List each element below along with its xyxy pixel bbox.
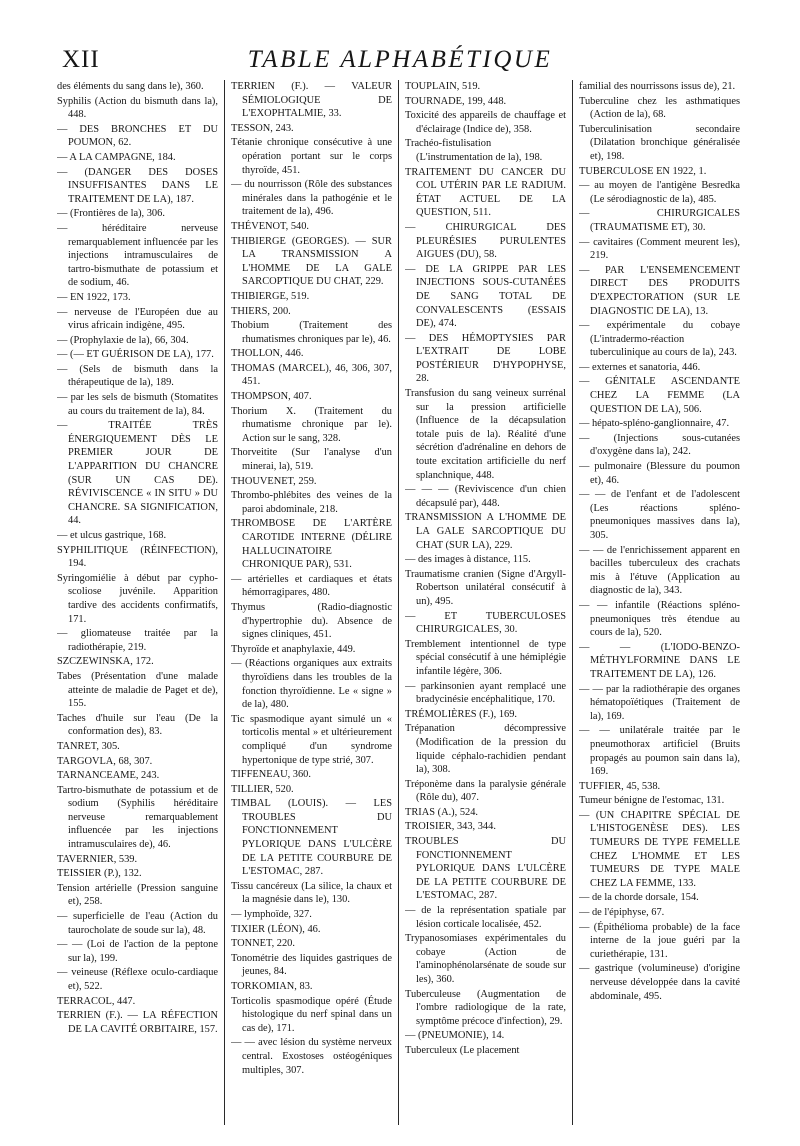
index-entry: — — (Loi de l'action de la peptone sur la), 199. (57, 939, 218, 964)
index-entry: TEISSIER (P.), 132. (57, 868, 142, 880)
index-entry: TARGOVLA, 68, 307. (57, 755, 153, 767)
index-entry: TUFFIER, 45, 538. (579, 780, 661, 792)
index-entry: TERRACOL, 447. (57, 995, 136, 1007)
index-entry: — du nourrisson (Rôle des substances minérales dans la pathogénie et le traitement de la), 496. (231, 179, 392, 218)
index-entry: THIERS, 200. (231, 305, 291, 317)
index-entry: Tréponème dans la paralysie générale (Rôle du), 407. (405, 778, 566, 804)
index-entry: Taches d'huile sur l'eau (De la conformation des), 83. (57, 712, 218, 738)
index-entry: — — unilatérale traitée par le pneumothorax artificiel (Bruits propagés au poumon sain dans la), 169. (579, 725, 740, 778)
index-column (57, 80, 218, 1125)
index-entry: — artérielles et cardiaques et états hémorragipares, 480. (231, 573, 392, 599)
index-entry: TROUBLES DU FONCTIONNEMENT PYLORIQUE DANS L'ULCÈRE DE LA PETITE COURBURE DE L'ESTOMAC, 287. (405, 836, 566, 902)
index-entry: — — (L'IODO-BENZO-MÉTHYLFORMINE DANS LE TRAITEMENT DE LA), 126. (579, 641, 740, 680)
index-entry: Tic spasmodique ayant simulé un « torticolis mental » et ultérieurement compliqué d'un syndrome hypertonique de type strié, 307. (231, 713, 392, 766)
index-entry: Tuberculeuse (Augmentation de l'ombre radiologique de la rate, symptôme précoce d'infection), 29. (405, 988, 566, 1027)
index-entry: TONNET, 220. (231, 938, 295, 950)
index-entry: — — infantile (Réactions spléno-pneumoniques très étendue au cours de la), 520. (579, 599, 740, 639)
index-entry: — lymphoïde, 327. (231, 909, 312, 921)
index-entry: — (UN CHAPITRE SPÉCIAL DE L'HISTOGENÈSE DES). LES TUMEURS DE TYPE FEMELLE CHEZ L'HOMME ET LES TUMEURS DE TYPE MALE CHEZ LA FEMME, 133. (579, 809, 740, 889)
index-entry: — (Sels de bismuth dans la thérapeutique de la), 189. (57, 363, 218, 389)
index-entry: TORKOMIAN, 83. (231, 981, 313, 992)
index-entry: — de la représentation spatiale par lésion corticale localisée, 452. (405, 905, 566, 930)
index-entry: TIFFENEAU, 360. (231, 769, 311, 781)
page-header (40, 36, 760, 76)
index-entry: THIBIERGE, 519. (231, 290, 310, 302)
index-entry: familial des nourrissons issus de), 21. (579, 81, 736, 92)
index-entry: — A LA CAMPAGNE, 184. (57, 151, 176, 163)
index-column (405, 80, 566, 1125)
index-entry: — des images à distance, 115. (405, 554, 531, 566)
index-entry: THOMAS (MARCEL), 46, 306, 307, 451. (231, 362, 392, 388)
index-entry: — (Épithélioma probable) de la face interne de la joue guéri par la curiethérapie, 131. (579, 921, 740, 960)
index-entry: Thymus (Radio-diagnostic d'hypertrophie du). Absence de signes cliniques, 451. (231, 601, 392, 641)
index-entry: — (DANGER DES DOSES INSUFFISANTES DANS LE TRAITEMENT DE LA), 187. (57, 166, 218, 205)
index-entry: Tétanie chronique consécutive à une opération portant sur le corps thyroïde, 451. (231, 137, 392, 176)
index-entry: Tissu cancéreux (La silice, la chaux et la magnésie dans le), 130. (231, 880, 392, 906)
index-entry: — (Injections sous-cutanées d'oxygène dans la), 242. (579, 432, 740, 458)
index-entry: — PAR L'ENSEMENCEMENT DIRECT DES PRODUITS D'EXPECTORATION (SUR LE DIAGNOSTIC DE LA), 13. (579, 264, 740, 317)
index-entry: — TRAITÉE TRÈS ÉNERGIQUEMENT DÈS LE PREMIER JOUR DE L'APPARITION DU CHANCRE (SUR UN CAS DE). RÉVIVISCENCE « IN SITU » DU CHANCRE. SA SIGNIFICATION, 44. (57, 420, 218, 527)
index-entry: TERRIEN (F.). — VALEUR SÉMIOLOGIQUE DE L'EXOPHTALMIE, 33. (231, 81, 392, 120)
index-entry: — DES HÉMOPTYSIES PAR L'EXTRAIT DE LOBE POSTÉRIEUR D'HYPOPHYSE, 28. (405, 332, 566, 385)
index-entry: — pulmonaire (Blessure du poumon et), 46. (579, 461, 740, 486)
index-entry: Trépanation décompressive (Modification de la pression du liquide céphalo-rachidien pendant la), 308. (405, 723, 566, 776)
index-entry: Thrombo-phlébites des veines de la paroi abdominale, 218. (231, 490, 392, 515)
index-entry: TERRIEN (F.). — LA RÉFECTION DE LA CAVITÉ ORBITAIRE, 157. (57, 1010, 218, 1035)
index-entry: Syphilis (Action du bismuth dans la), 448. (57, 95, 218, 121)
index-entry: — — — (Reviviscence d'un chien décapsulé par), 448. (405, 484, 566, 509)
index-entry: TANRET, 305. (57, 740, 120, 752)
index-entry: TAVERNIER, 539. (57, 853, 138, 865)
index-entry: TROISIER, 343, 344. (405, 821, 496, 833)
index-entry: Trachéo-fistulisation (L'instrumentation de la), 198. (405, 138, 543, 163)
index-entry: Tumeur bénigne de l'estomac, 131. (579, 795, 725, 807)
index-entry: Traumatisme cranien (Signe d'Argyll-Robertson unilatéral consécutif à un), 495. (405, 568, 566, 607)
index-entry: — hépato-spléno-ganglionnaire, 47. (579, 418, 730, 430)
index-entry: Tuberculine chez les asthmatiques (Action de la), 68. (579, 95, 740, 121)
index-entry: — gastrique (volumineuse) d'origine nerveuse développée dans la cavité abdominale, 495. (579, 963, 740, 1002)
index-entry: TARNANCEAME, 243. (57, 770, 160, 782)
index-entry: TESSON, 243. (231, 122, 294, 134)
index-entry: Tuberculinisation secondaire (Dilatation bronchique généralisée et), 198. (579, 123, 740, 162)
index-entry: — nerveuse de l'Européen due au virus africain indigène, 495. (57, 306, 218, 332)
index-entry: THROMBOSE DE L'ARTÈRE CAROTIDE INTERNE (DÉLIRE HALLUCINATOIRE CHRONIQUE PAR), 531. (231, 518, 392, 571)
index-entry: Tremblement intentionnel de type spécial consécutif à une hémiplégie infantile légère, 306. (405, 638, 566, 677)
index-entry: TOUPLAIN, 519. (405, 81, 481, 92)
index-columns (57, 80, 751, 1125)
index-entry: Tuberculeux (Le placement (405, 1044, 520, 1056)
index-entry: Thorveitite (Sur l'analyse d'un minerai, la), 519. (231, 447, 392, 473)
index-entry: TRIAS (A.), 524. (405, 806, 479, 818)
index-entry: Toxicité des appareils de chauffage et d'éclairage (Indice de), 358. (405, 110, 566, 135)
index-entry: — gliomateuse traitée par la radiothérapie, 219. (57, 628, 218, 653)
index-entry: Thorium X. (Traitement du rhumatisme chronique par le). Action sur le sang, 328. (231, 405, 392, 444)
index-entry: — CHIRURGICALES (TRAUMATISME ET), 30. (579, 208, 740, 233)
index-entry: — expérimentale du cobaye (L'intradermo-réaction tuberculinique au cours de la), 243. (579, 320, 740, 359)
index-entry: — et ulcus gastrique, 168. (57, 530, 167, 541)
index-entry: THÉVENOT, 540. (231, 220, 310, 232)
index-entry: Thobium (Traitement des rhumatismes chroniques par le), 46. (231, 320, 392, 345)
index-entry: — — de l'enrichissement apparent en bacilles tuberculeux des crachats mis à l'étuve (Application au diagnostic de la), 343. (579, 544, 740, 597)
index-entry: TUBERCULOSE EN 1922, 1. (579, 165, 707, 177)
index-entry: Tonométrie des liquides gastriques de jeunes, 84. (231, 952, 392, 978)
index-entry: Tartro-bismuthate de potassium et de sodium (Syphilis héréditaire nerveuse remarquablement influencée par les injections intramusculaires de), 46. (57, 784, 218, 851)
index-entry: TOURNADE, 199, 448. (405, 95, 507, 107)
index-entry: TIXIER (LÉON), 46. (231, 923, 321, 935)
index-entry: SYPHILITIQUE (RÉINFECTION), 194. (57, 544, 218, 570)
index-entry: — (— ET GUÉRISON DE LA), 177. (57, 349, 214, 361)
index-entry: — cavitaires (Comment meurent les), 219. (579, 236, 740, 262)
index-entry: — par les sels de bismuth (Stomatites au cours du traitement de la), 84. (57, 392, 218, 417)
index-entry: Thyroïde et anaphylaxie, 449. (231, 643, 356, 655)
page-number: XII (62, 46, 100, 73)
index-entry: — DE LA GRIPPE PAR LES INJECTIONS SOUS-CUTANÉES DE SANG TOTAL DE CONVALESCENTS (ESSAIS DE), 474. (405, 263, 566, 330)
index-entry: — DES BRONCHES ET DU POUMON, 62. (57, 123, 218, 149)
index-entry: TIMBAL (LOUIS). — LES TROUBLES DU FONCTIONNEMENT PYLORIQUE DANS L'ULCÈRE DE LA PETITE COURBURE DE L'ESTOMAC, 287. (231, 798, 392, 878)
index-entry: Tension artérielle (Pression sanguine et), 258. (57, 882, 218, 908)
index-entry: — (Prophylaxie de la), 66, 304. (57, 334, 189, 346)
index-entry: Transfusion du sang veineux surrénal sur la pression artificielle (Influence de la décapsulation totale puis de la). Réalité d'une sécrétion d'adrénaline en dehors de toute excitation artificielle du nerf splanchnique, 448. (405, 388, 566, 481)
index-entry: — externes et sanatoria, 446. (579, 361, 701, 373)
index-entry: — (PNEUMONIE), 14. (405, 1030, 505, 1042)
index-entry: — (Réactions organiques aux extraits thyroïdiens dans les troubles de la fonction thyroïdienne. Le « signe » de la), 480. (231, 658, 392, 711)
index-entry: — veineuse (Réflexe oculo-cardiaque et), 522. (57, 967, 218, 992)
index-entry: THOLLON, 446. (231, 348, 304, 360)
index-entry: — au moyen de l'antigène Besredka (Le sérodiagnostic de la), 485. (579, 180, 740, 205)
index-entry: Trypanosomiases expérimentales du cobaye (Action de l'aminophénolarsénate de soude sur les), 360. (405, 933, 566, 985)
index-entry: — superficielle de l'eau (Action du taurocholate de soude sur la), 48. (57, 911, 218, 936)
index-entry: — parkinsonien ayant remplacé une bradycinésie encéphalitique, 170. (405, 680, 566, 706)
index-entry: — — avec lésion du système nerveux central. Exostoses ostéogéniques multiples, 307. (231, 1037, 392, 1076)
index-entry: — (Frontières de la), 306. (57, 208, 165, 220)
index-entry: TRAITEMENT DU CANCER DU COL UTÉRIN PAR LE RADIUM. ÉTAT ACTUEL DE LA QUESTION, 511. (405, 166, 566, 219)
index-entry: — GÉNITALE ASCENDANTE CHEZ LA FEMME (LA QUESTION DE LA), 506. (579, 376, 740, 415)
index-entry: SZCZEWINSKA, 172. (57, 656, 154, 668)
index-entry: TRANSMISSION A L'HOMME DE LA GALE SARCOPTIQUE DU CHAT (SUR LA), 229. (405, 512, 566, 551)
index-entry: — — de l'enfant et de l'adolescent (Les réactions spléno-pneumoniques massives dans la), 305. (579, 489, 740, 541)
index-entry: — CHIRURGICAL DES PLEURÉSIES PURULENTES AIGUES (DU), 58. (405, 221, 566, 261)
index-entry: Torticolis spasmodique opéré (Étude histologique du nerf spinal dans un cas de), 171. (231, 995, 392, 1034)
index-column (231, 80, 392, 1125)
index-entry: — EN 1922, 173. (57, 291, 131, 303)
index-entry: — — par la radiothérapie des organes hématopoïétiques (Traitement de la), 169. (579, 683, 740, 722)
index-entry: des éléments du sang dans le), 360. (57, 81, 204, 92)
index-entry: Tabes (Présentation d'une malade atteinte de maladie de Paget et de), 155. (57, 670, 218, 710)
index-entry: — de la chorde dorsale, 154. (579, 892, 699, 904)
index-entry: THOMPSON, 407. (231, 391, 312, 403)
index-column (579, 80, 740, 1125)
page-title: TABLE ALPHABÉTIQUE (247, 46, 553, 73)
index-entry: Syringomiélie à début par cypho-scoliose juvénile. Apparition tardive des accidents confirmatifs, 171. (57, 572, 218, 625)
index-entry: — héréditaire nerveuse remarquablement influencée par les injections intramusculaires de tartro-bismuthate de potassium et de sodium, 46. (57, 222, 218, 289)
index-entry: THIBIERGE (GEORGES). — SUR LA TRANSMISSION A L'HOMME DE LA GALE SARCOPTIQUE DU CHAT, 229. (231, 235, 392, 288)
index-entry: TILLIER, 520. (231, 783, 294, 795)
index-entry: TRÉMOLIÈRES (F.), 169. (405, 708, 518, 720)
index-entry: — ET TUBERCULOSES CHIRURGICALES, 30. (405, 610, 566, 636)
index-entry: — de l'épiphyse, 67. (579, 907, 665, 919)
index-entry: THOUVENET, 259. (231, 475, 317, 487)
